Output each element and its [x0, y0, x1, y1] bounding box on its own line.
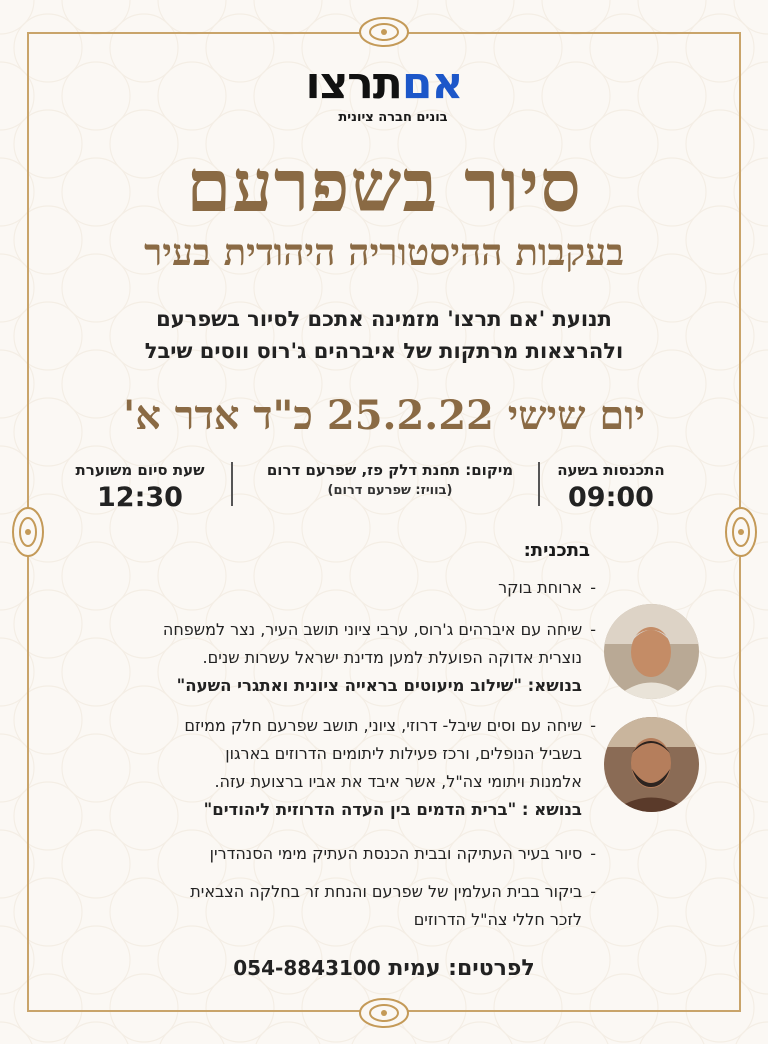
- list-item: -ארוחת בוקר: [498, 578, 596, 597]
- divider: [538, 462, 540, 506]
- speaker-photo-wasim: [604, 717, 699, 812]
- item-text: סיור בעיר העתיקה ובבית הכנסת העתיק מימי הסנהדרין: [209, 844, 583, 863]
- item-text: אלמנות ויתומי צה"ל, אשר איבד את אביו ברצועת עזה.: [214, 772, 582, 791]
- info-place: [245, 460, 535, 520]
- logo-tagline: בונים חברה ציונית: [338, 110, 448, 125]
- program-heading: בתכנית:: [523, 540, 590, 561]
- item-topic: בנושא: "שילוב מיעוטים בראייה ציונית ואתגרי השעה": [176, 676, 582, 695]
- item-text: בשביל הנופלים, ורכז פעילות ליתומים הדרוזים בארגון: [225, 744, 582, 763]
- info-start: [536, 460, 686, 520]
- item-text: שיחה עם איברהים ג'רוס, ערבי ציוני תושב העיר, נצר למשפחה: [162, 620, 583, 639]
- intro-line-1: תנועת 'אם תרצו' מזמינה אתכם לסיור בשפרעם: [156, 307, 612, 331]
- list-item: -ביקור בבית העלמין של שפרעם והנחת זר בחלקה הצבאית לזכר חללי צה"ל הדרוזים: [56, 878, 596, 934]
- speaker-photo-ibrahim: [604, 604, 699, 699]
- intro-line-2: ולהרצאות מרתקות של איברהים ג'רוס ווסים שיבל: [144, 339, 624, 363]
- list-item: -שיחה עם וסים שיבל- דרוזי, ציוני, תושב שפרעם חלק ממיזם בשביל הנופלים, ורכז פעילות ליתומים הדרוזים בארגון אלמנות ויתומי צה"ל, אשר איבד את אביו ברצועת עזה. בנושא : "ברית הדמים בין העדה הדרוזית ליהודים": [56, 712, 596, 824]
- ornament-bottom-icon: [357, 995, 411, 1031]
- item-text: נוצרית אדוקה הפועלת למען מדינת ישראל עשרות שנים.: [202, 648, 582, 667]
- event-title: סיור בשפרעם: [186, 143, 582, 228]
- ornament-left-icon: [9, 505, 47, 559]
- item-text: לזכר חללי צה"ל הדרוזים: [413, 910, 582, 929]
- item-text: שיחה עם וסים שיבל- דרוזי, ציוני, תושב שפרעם חלק ממיזם: [184, 716, 583, 735]
- place-label: מיקום: תחנת דלק פז, שפרעם דרום: [266, 461, 514, 479]
- list-item: -סיור בעיר העתיקה ובבית הכנסת העתיק מימי הסנהדרין: [209, 844, 596, 863]
- ornament-right-icon: [722, 505, 760, 559]
- event-date: יום שישי 25.2.22 כ"ד אדר א': [122, 392, 646, 439]
- intro-text: [0, 303, 768, 367]
- item-topic: בנושא : "ברית הדמים בין העדה הדרוזית ליהודים": [203, 800, 582, 819]
- start-time: 09:00: [568, 482, 654, 513]
- contact-phone: 054-8843100: [233, 956, 381, 980]
- end-time: 12:30: [97, 482, 183, 513]
- logo-part-blue: אם: [401, 58, 463, 109]
- event-subtitle: בעקבות ההיסטוריה היהודית בעיר: [144, 230, 624, 274]
- contact-label: לפרטים: עמית: [388, 956, 535, 981]
- end-label: שעת סיום משוערת: [75, 461, 205, 479]
- place-note: (בוויז: שפרעם דרום): [327, 483, 453, 498]
- org-logo: [0, 60, 768, 125]
- start-label: התכנסות בשעה: [557, 461, 665, 479]
- divider: [231, 462, 233, 506]
- logo-part-black: תרצו: [305, 58, 402, 109]
- item-text: ביקור בבית העלמין של שפרעם והנחת זר בחלקה הצבאית: [190, 882, 583, 901]
- info-end: [60, 460, 220, 520]
- contact-line: [0, 956, 768, 981]
- item-text: ארוחת בוקר: [498, 578, 583, 597]
- list-item: -שיחה עם איברהים ג'רוס, ערבי ציוני תושב העיר, נצר למשפחה נוצרית אדוקה הפועלת למען מדינת ישראל עשרות שנים. בנושא: "שילוב מיעוטים בראייה ציונית ואתגרי השעה": [56, 616, 596, 700]
- ornament-top-icon: [357, 14, 411, 50]
